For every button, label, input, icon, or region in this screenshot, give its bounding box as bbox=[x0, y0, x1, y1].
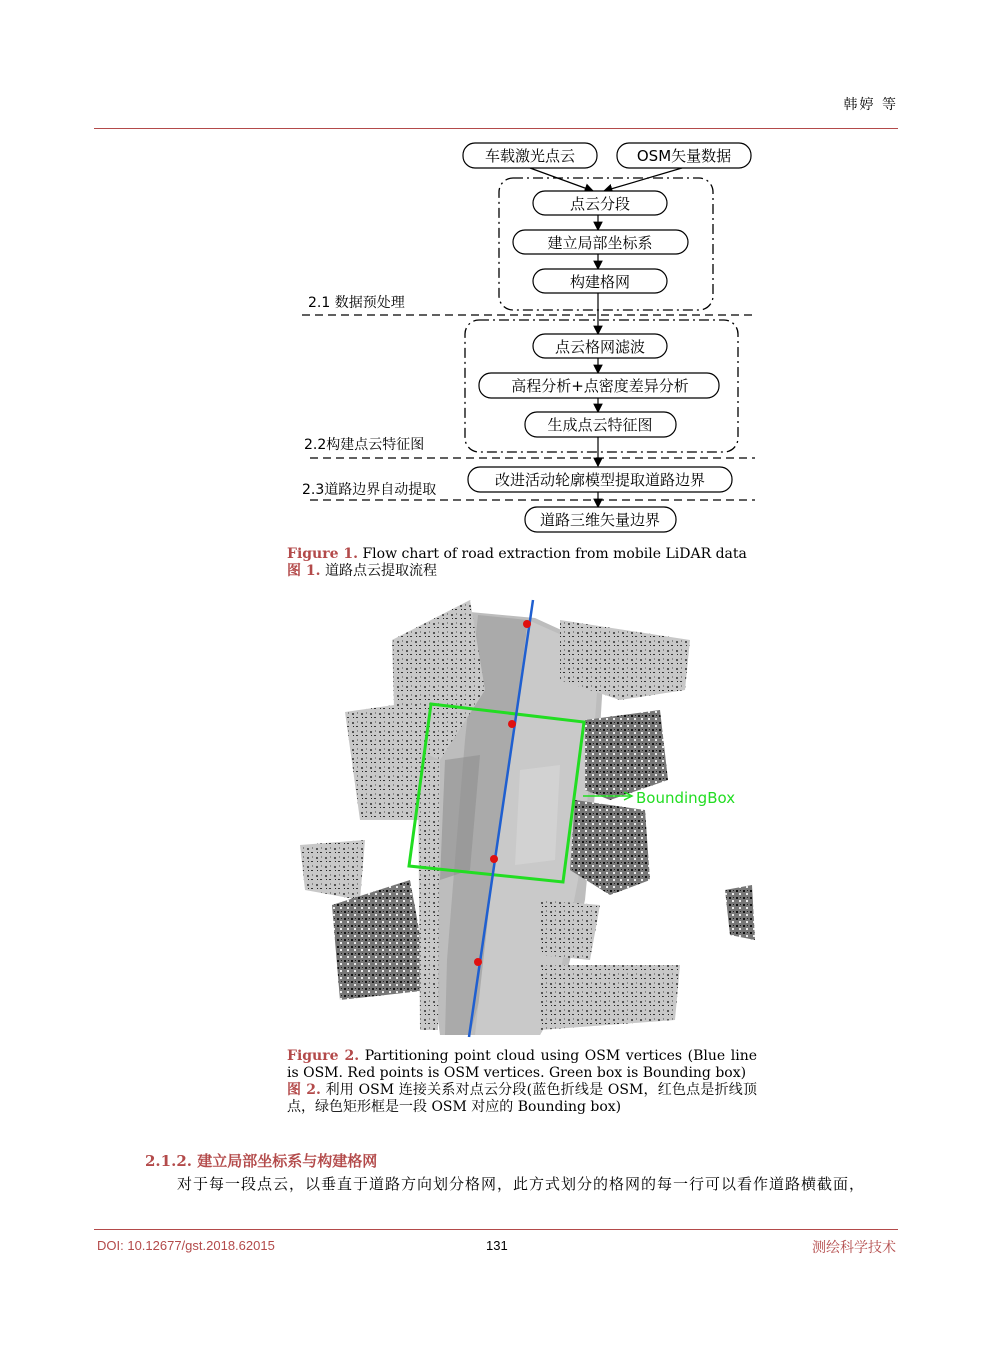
figure-2-caption bbox=[287, 1048, 757, 1116]
figure-1-en-label: Figure 1. bbox=[287, 546, 358, 562]
node-elevation-density-label: 高程分析+点密度差异分析 bbox=[511, 377, 689, 395]
stage-2-label: 2.2构建点云特征图 bbox=[304, 437, 425, 453]
node-feature-map-label: 生成点云特征图 bbox=[547, 416, 653, 434]
footer-divider bbox=[94, 1229, 898, 1230]
stage-1-label: 2.1 数据预处理 bbox=[308, 295, 405, 311]
point-cloud-base bbox=[300, 600, 755, 1035]
figure-2-en-label: Figure 2. bbox=[287, 1048, 360, 1064]
osm-vertex bbox=[474, 958, 482, 966]
node-osm-source-label: OSM矢量数据 bbox=[636, 147, 732, 165]
figure-1-zh-label: 图 1. bbox=[287, 563, 321, 579]
node-output-label: 道路三维矢量边界 bbox=[539, 511, 661, 529]
section-heading: 2.1.2. 建立局部坐标系与构建格网 bbox=[145, 1152, 378, 1170]
node-build-grid-label: 构建格网 bbox=[569, 273, 631, 291]
bounding-box-label: BoundingBox bbox=[636, 789, 736, 807]
node-lidar-source-label: 车载激光点云 bbox=[484, 147, 576, 165]
figure-1-zh-text: 道路点云提取流程 bbox=[324, 563, 437, 579]
node-active-contour-label: 改进活动轮廓模型提取道路边界 bbox=[494, 471, 706, 489]
doi-link[interactable]: DOI: 10.12677/gst.2018.62015 bbox=[97, 1238, 275, 1253]
page-number: 131 bbox=[486, 1238, 508, 1253]
figure-1-en-text: Flow chart of road extraction from mobile LiDAR data bbox=[362, 546, 747, 562]
body-paragraph: 对于每一段点云，以垂直于道路方向划分格网，此方式划分的格网的每一行可以看作道路横截面， bbox=[177, 1175, 866, 1193]
osm-vertex bbox=[523, 620, 531, 628]
figure-2-en-text: Partitioning point cloud using OSM vertices (Blue line is OSM. Red points is OSM vertices. Green box is Bounding box) bbox=[287, 1048, 758, 1081]
figure-2-zh-text: 利用 OSM 连接关系对点云分段(蓝色折线是 OSM，红色点是折线顶点，绿色矩形框是一段 OSM 对应的 Bounding box) bbox=[287, 1082, 757, 1115]
node-local-coordinates-label: 建立局部坐标系 bbox=[547, 234, 653, 252]
node-segment-label: 点云分段 bbox=[569, 195, 631, 213]
stage-3-label: 2.3道路边界自动提取 bbox=[302, 482, 437, 498]
osm-vertex bbox=[508, 720, 516, 728]
header-authors: 韩婷 等 bbox=[843, 97, 898, 113]
figure-2-zh-label: 图 2. bbox=[287, 1082, 321, 1098]
osm-vertex bbox=[490, 855, 498, 863]
journal-name: 测绘科学技术 bbox=[812, 1240, 896, 1256]
node-grid-filter-label: 点云格网滤波 bbox=[554, 338, 646, 356]
